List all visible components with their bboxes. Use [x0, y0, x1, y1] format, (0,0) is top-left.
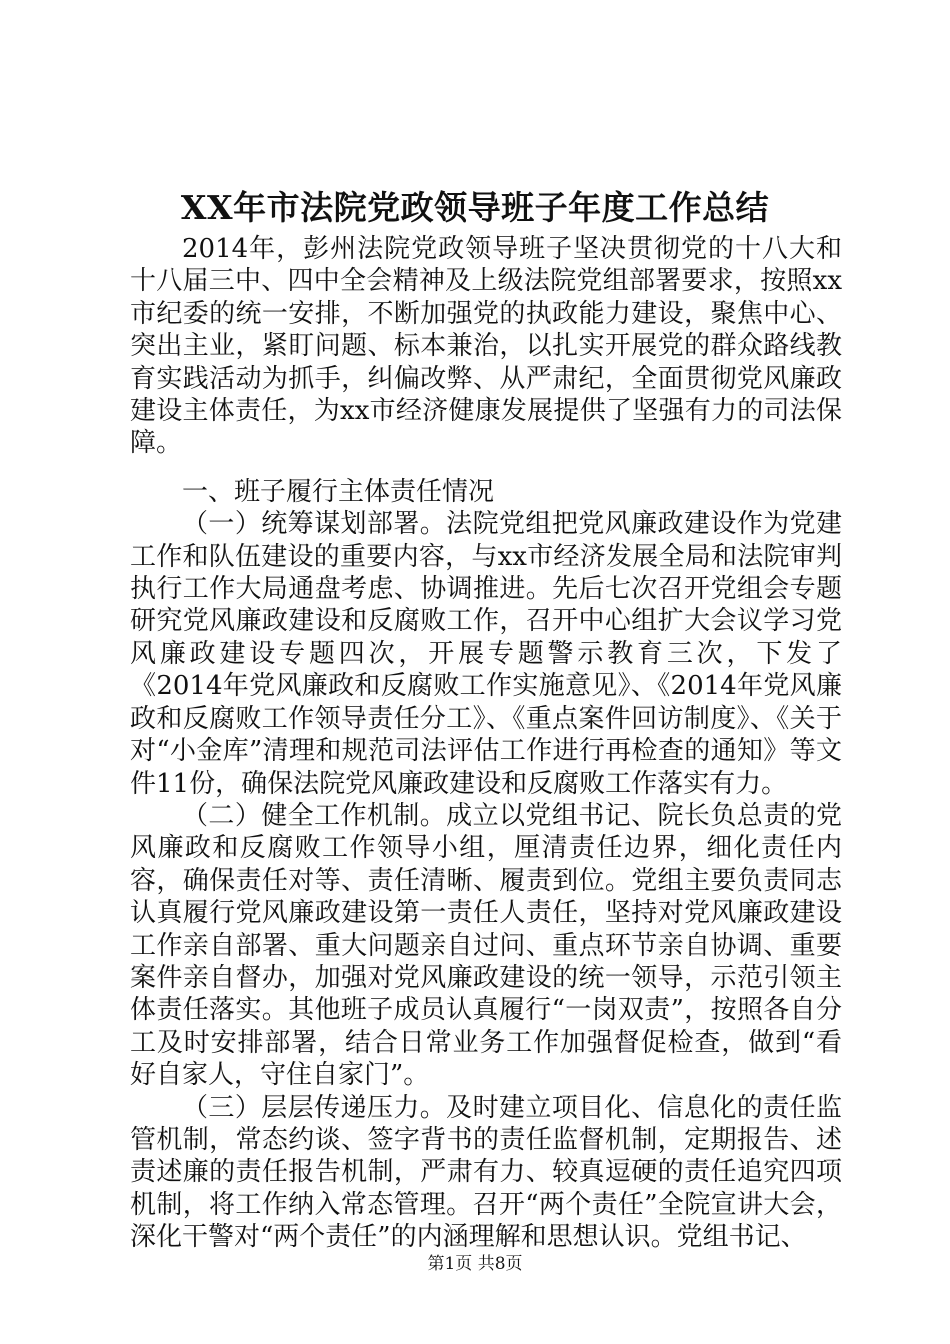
- document-body: [130, 233, 842, 1254]
- document-title: XX年市法院党政领导班子年度工作总结: [180, 188, 770, 227]
- paragraph-pressure: （三）层层传递压力。及时建立项目化、信息化的责任监管机制，常态约谈、签字背书的责任监督机制，定期报告、述责述廉的责任报告机制，严肃有力、较真逗硬的责任追究四项机制，将工作纳入常态管理。召开“两个责任”全院宣讲大会，深化干警对“两个责任”的内涵理解和思想认识。党组书记、: [130, 1092, 842, 1253]
- page-number-footer: 第1页 共8页: [427, 1254, 523, 1274]
- paragraph-mechanism: （二）健全工作机制。成立以党组书记、院长负总责的党风廉政和反腐败工作领导小组，厘清责任边界，细化责任内容，确保责任对等、责任清晰、履责到位。党组主要负责同志认真履行党风廉政建设第一责任人责任，坚持对党风廉政建设工作亲自部署、重大问题亲自过问、重点环节亲自协调、重要案件亲自督办，加强对党风廉政建设的统一领导，示范引领主体责任落实。其他班子成员认真履行“一岗双责”，按照各自分工及时安排部署，结合日常业务工作加强督促检查，做到“看好自家人，守住自家门”。: [130, 800, 842, 1091]
- section-heading: 一、班子履行主体责任情况: [182, 476, 495, 507]
- paragraph-planning: （一）统筹谋划部署。法院党组把党风廉政建设作为党建工作和队伍建设的重要内容，与xx市经济发展全局和法院审判执行工作大局通盘考虑、协调推进。先后七次召开党组会专题研究党风廉政建设和反腐败工作，召开中心组扩大会议学习党风廉政建设专题四次，开展专题警示教育三次，下发了《2014年党风廉政和反腐败工作实施意见》、《2014年党风廉政和反腐败工作领导责任分工》、《重点案件回访制度》、《关于对“小金库”清理和规范司法评估工作进行再检查的通知》等文件11份，确保法院党风廉政建设和反腐败工作落实有力。: [130, 509, 842, 799]
- intro-paragraph: 2014年，彭州法院党政领导班子坚决贯彻党的十八大和十八届三中、四中全会精神及上级法院党组部署要求，按照xx市纪委的统一安排，不断加强党的执政能力建设，聚焦中心、突出主业，紧盯问题、标本兼治，以扎实开展党的群众路线教育实践活动为抓手，纠偏改弊、从严肃纪，全面贯彻党风廉政建设主体责任，为xx市经济健康发展提供了坚强有力的司法保障。: [130, 234, 842, 459]
